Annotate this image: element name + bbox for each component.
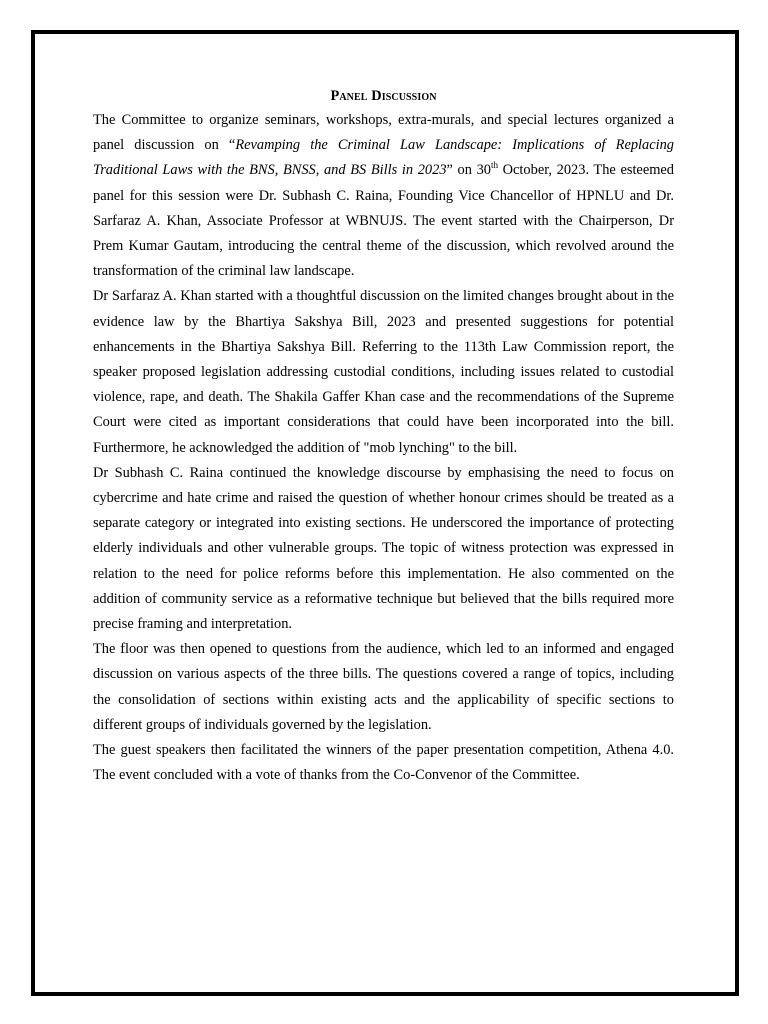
paragraph-khan: Dr Sarfaraz A. Khan started with a thoughtful discussion on the limited changes brought about in the evidence law by the Bhartiya Sakshya Bill, 2023 and presented suggestions for potential enhancements in the Bhartiya Sakshya Bill. Referring to the 113th Law Commission report, the speaker proposed legislation addressing custodial conditions, including issues related to custodial violence, rape, and death. The Shakila Gaffer Khan case and the recommendations of the Supreme Court were cited as important considerations that could have been incorporated into the bill. Furthermore, he acknowledged the addition of "mob lynching" to the bill.	[93, 288, 674, 456]
date-text: ” on 30	[446, 162, 491, 179]
date-ordinal-suffix: th	[490, 160, 498, 171]
paragraph-introduction	[93, 108, 674, 284]
paragraph-questions: The floor was then opened to questions from the audience, which led to an informed and engaged discussion on various aspects of the three bills. The questions covered a range of topics, including the consolidation of sections within existing acts and the applicability of specific sections to different groups of individuals governed by the legislation.	[93, 641, 674, 733]
intro-continuation: October, 2023. The esteemed panel for this session were Dr. Subhash C. Raina, Founding Vice Chancellor of HPNLU and Dr. Sarfaraz A. Khan, Associate Professor at WBNUJS. The event started with the Chairperson, Dr Prem Kumar Gautam, introducing the central theme of the discussion, which revolved around the transformation of the criminal law landscape.	[93, 162, 674, 280]
intro-text: The Committee to organize seminars, workshops, extra-murals, and special lectures organized a panel discussion on “	[93, 112, 674, 154]
paragraph-conclusion: The guest speakers then facilitated the winners of the paper presentation competition, Athena 4.0. The event concluded with a vote of thanks from the Co-Convenor of the Committee.	[93, 742, 674, 784]
paragraph-raina: Dr Subhash C. Raina continued the knowledge discourse by emphasising the need to focus on cybercrime and hate crime and raised the question of whether honour crimes should be treated as a separate category or integrated into existing sections. He underscored the importance of protecting elderly individuals and other vulnerable groups. The topic of witness protection was expressed in relation to the need for police reforms before this implementation. He also commented on the addition of community service as a reformative technique but believed that the bills required more precise framing and interpretation.	[93, 464, 674, 633]
page-title: Panel Discussion	[330, 88, 437, 104]
document-body	[93, 84, 674, 788]
event-title: Revamping the Criminal Law Landscape: Implications of Replacing Traditional Laws with the BNS, BNSS, and BS Bills in 2023	[93, 137, 675, 179]
